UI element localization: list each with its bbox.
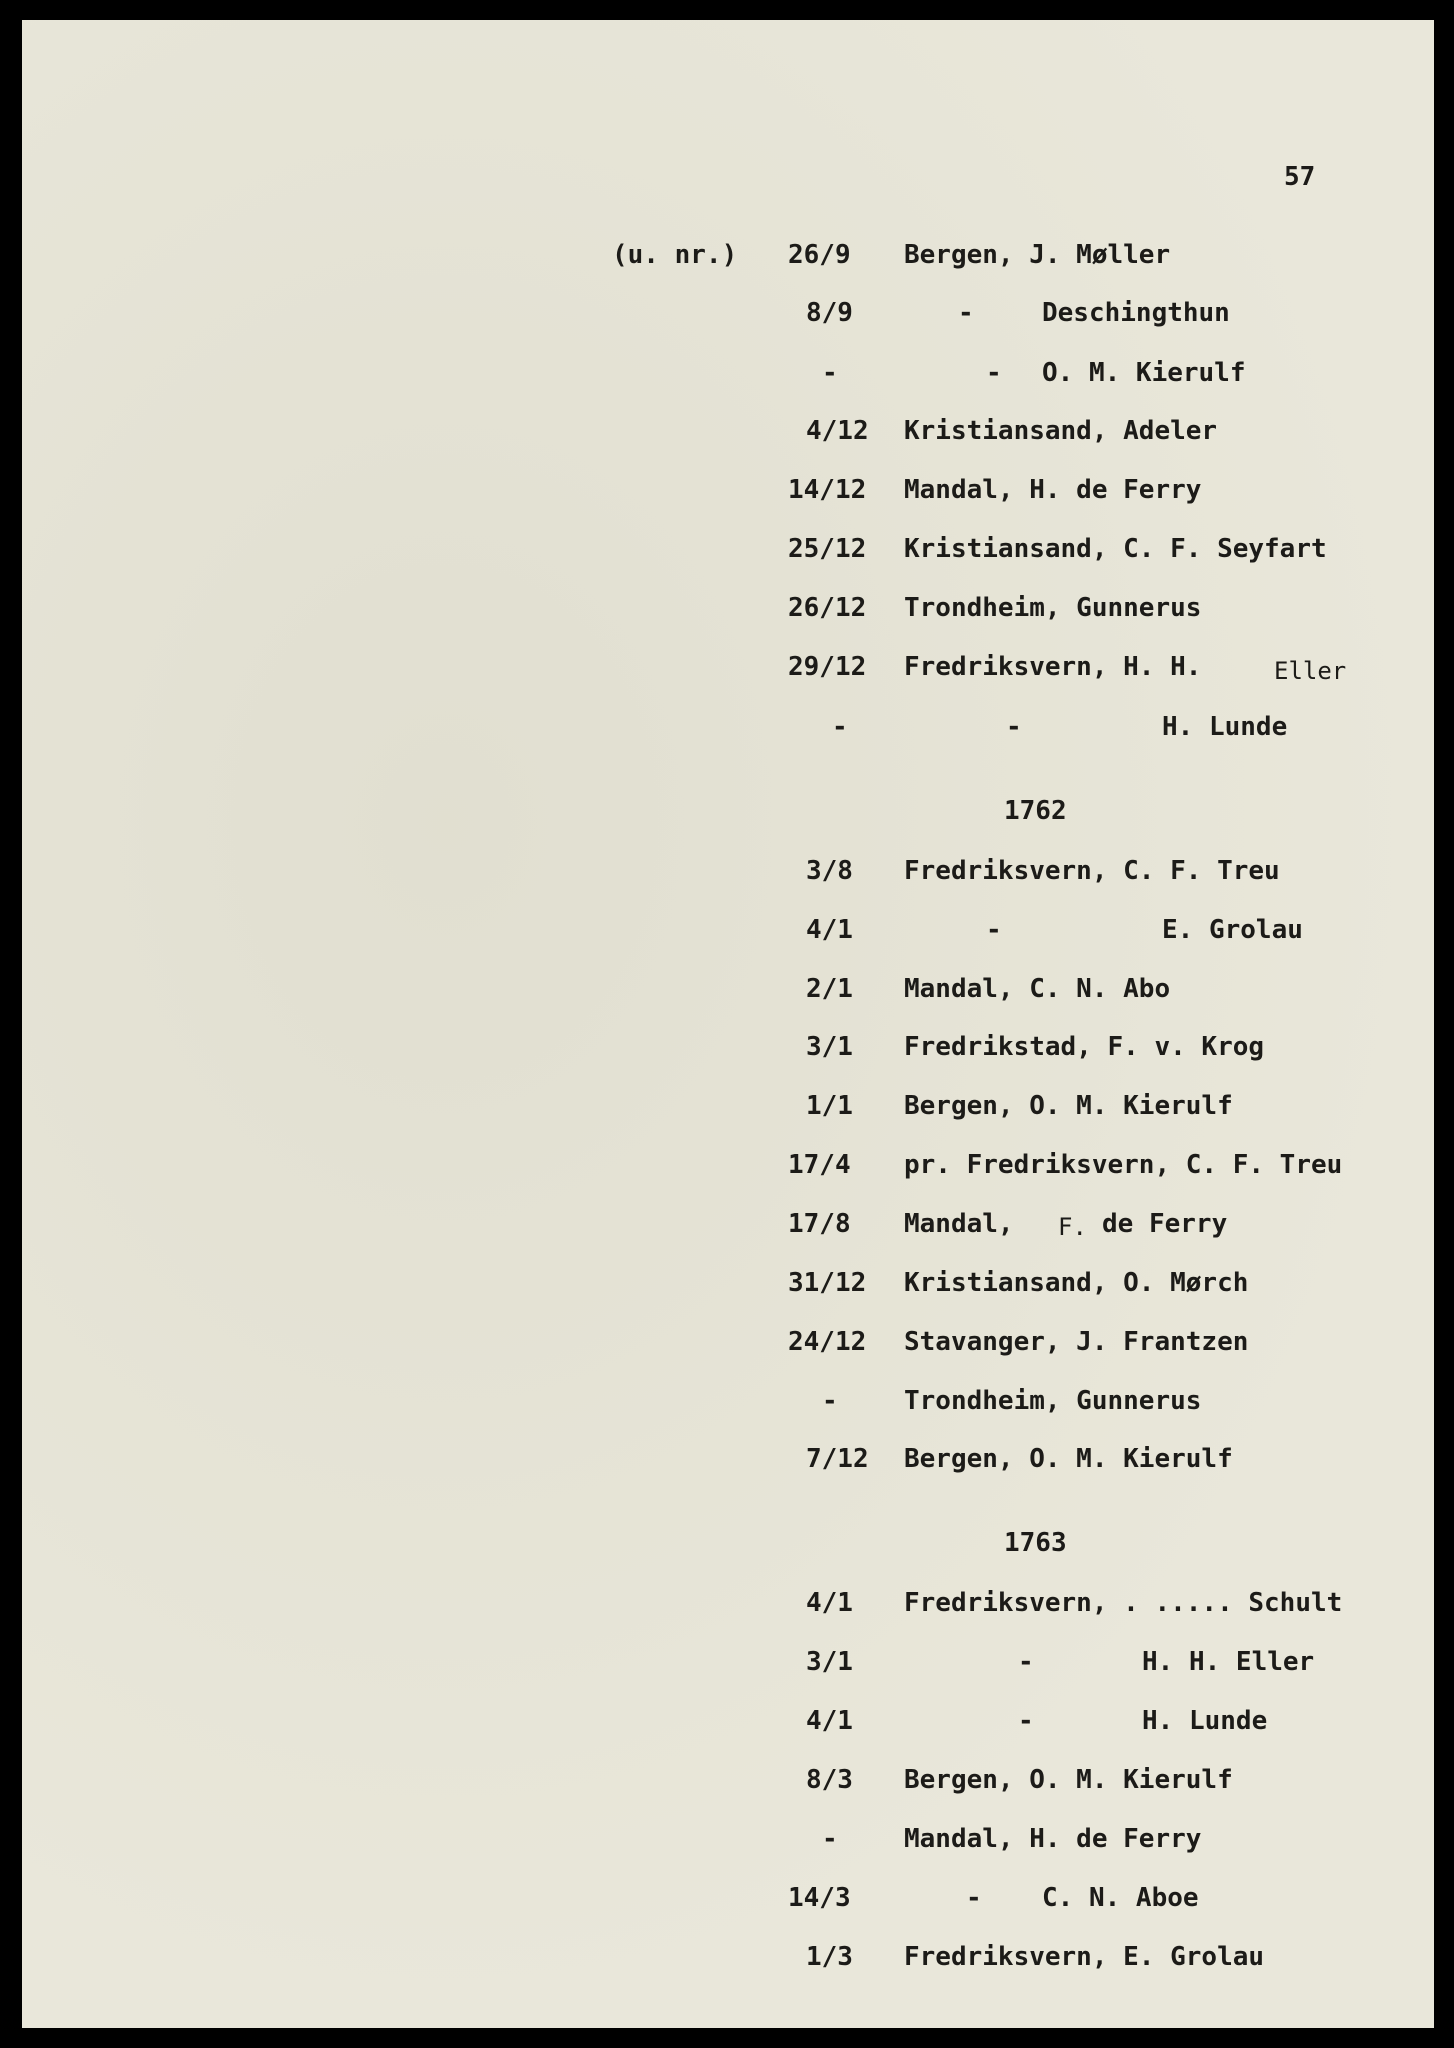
entry-date: 4/1 [806, 915, 853, 945]
entry-date: 17/4 [788, 1150, 851, 1180]
entry-date: 3/1 [806, 1647, 853, 1677]
entry-date: 31/12 [788, 1268, 867, 1298]
entry-name: E. Grolau [1162, 915, 1303, 945]
ditto-mark: - [986, 358, 1002, 388]
entry-name: O. M. Kierulf [1042, 358, 1246, 388]
header-tag: (u. nr.) [612, 240, 738, 270]
entry-location: Trondheim, Gunnerus [904, 593, 1202, 623]
entry-location: Fredriksvern, H. H. [904, 652, 1202, 682]
entry-date: 3/1 [806, 1032, 853, 1062]
entry-date: 4/1 [806, 1588, 853, 1618]
entry-location: Fredriksvern, C. F. Treu [904, 856, 1280, 886]
ditto-mark: - [1006, 712, 1022, 742]
entry-name: H. Lunde [1162, 712, 1288, 742]
ditto-mark: - [986, 915, 1002, 945]
entry-date: 26/12 [788, 593, 867, 623]
entry-location: Mandal, [904, 1209, 1014, 1239]
entry-date: 14/3 [788, 1883, 851, 1913]
entry-date: 2/1 [806, 974, 853, 1004]
entry-location: Bergen, O. M. Kierulf [904, 1765, 1233, 1795]
entry-date: 29/12 [788, 652, 867, 682]
entry-date: 26/9 [788, 240, 851, 270]
entry-name-typed-insert: Eller [1274, 657, 1347, 685]
entry-initial-typed-insert: F. [1058, 1213, 1087, 1241]
ditto-mark: - [832, 712, 848, 742]
entry-location: Bergen, O. M. Kierulf [904, 1091, 1233, 1121]
entry-date: 17/8 [788, 1209, 851, 1239]
entry-location: Fredriksvern, . ..... Schult [904, 1588, 1343, 1618]
entry-location: Trondheim, Gunnerus [904, 1386, 1202, 1416]
entry-name: H. Lunde [1142, 1706, 1268, 1736]
ditto-mark: - [966, 1883, 982, 1913]
page-number: 57 [1284, 162, 1316, 192]
entry-location: Stavanger, J. Frantzen [904, 1327, 1249, 1357]
year-heading-1763: 1763 [1004, 1528, 1067, 1558]
entry-date: 24/12 [788, 1327, 867, 1357]
entry-name: Deschingthun [1042, 298, 1230, 328]
entry-location: Mandal, C. N. Abo [904, 974, 1171, 1004]
entry-location: Fredriksvern, E. Grolau [904, 1942, 1265, 1972]
entry-date: 3/8 [806, 856, 853, 886]
ditto-mark: - [822, 1386, 838, 1416]
document-page [22, 20, 1434, 2028]
ditto-mark: - [822, 1824, 838, 1854]
entry-location: Kristiansand, Adeler [904, 416, 1218, 446]
entry-date: 8/3 [806, 1765, 853, 1795]
entry-name: H. H. Eller [1142, 1647, 1315, 1677]
entry-date: 8/9 [806, 298, 853, 328]
entry-date: 4/1 [806, 1706, 853, 1736]
entry-location: Mandal, H. de Ferry [904, 475, 1202, 505]
entry-name: de Ferry [1102, 1209, 1228, 1239]
entry-location: Fredrikstad, F. v. Krog [904, 1032, 1265, 1062]
ditto-mark: - [958, 298, 974, 328]
entry-location: Kristiansand, O. Mørch [904, 1268, 1249, 1298]
entry-date: 4/12 [806, 416, 869, 446]
entry-location: Bergen, J. Møller [904, 240, 1171, 270]
ditto-mark: - [1018, 1706, 1034, 1736]
ditto-mark: - [822, 358, 838, 388]
entry-location: Kristiansand, C. F. Seyfart [904, 534, 1327, 564]
year-heading-1762: 1762 [1004, 796, 1067, 826]
entry-date: 1/3 [806, 1942, 853, 1972]
ditto-mark: - [1018, 1647, 1034, 1677]
entry-location: Mandal, H. de Ferry [904, 1824, 1202, 1854]
entry-date: 7/12 [806, 1444, 869, 1474]
entry-location: pr. Fredriksvern, C. F. Treu [904, 1150, 1343, 1180]
entry-date: 14/12 [788, 475, 867, 505]
entry-date: 1/1 [806, 1091, 853, 1121]
entry-date: 25/12 [788, 534, 867, 564]
entry-name: C. N. Aboe [1042, 1883, 1199, 1913]
entry-location: Bergen, O. M. Kierulf [904, 1444, 1233, 1474]
